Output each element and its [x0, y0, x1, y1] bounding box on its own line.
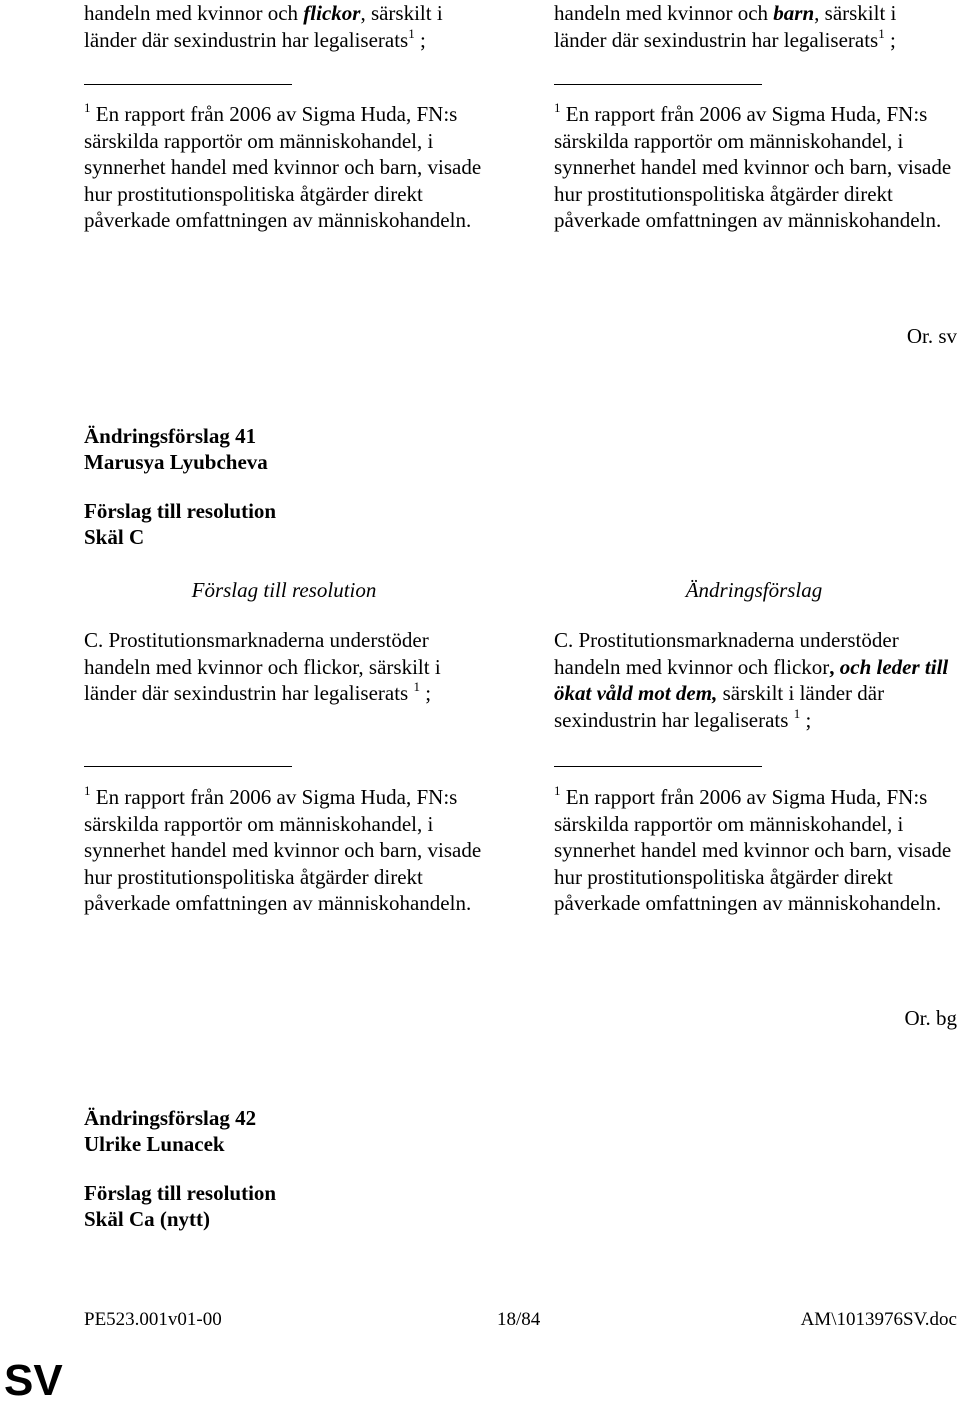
footnote-separator	[554, 84, 762, 85]
amended-footnote: $^1$ En rapport från 2006 av Sigma Huda, FN:s särskilda rapportör om människohandel, i synnerhet handel med kvinnor och barn, visade hur prostitutionspolitiska åtgärder direkt påverkade omfattningen av människohandeln.	[554, 783, 952, 915]
footer-page-number: 18/84	[497, 1309, 541, 1330]
column-header-original: Förslag till resolution	[191, 578, 377, 602]
top-right-text: handeln med kvinnor och barn, särskilt i länder där sexindustrin har legaliserats$^1$ ;	[554, 1, 897, 52]
section-label: Skäl C	[84, 525, 145, 549]
amendment-author: Ulrike Lunacek	[84, 1132, 225, 1156]
column-header-amendment: Ändringsförslag	[685, 578, 823, 602]
original-language: Or. bg	[904, 1006, 957, 1030]
amendment-author: Marusya Lyubcheva	[84, 450, 268, 474]
footnote-separator	[554, 766, 762, 767]
original-language: Or. sv	[906, 324, 957, 348]
top-left-text: handeln med kvinnor och flickor, särskilt i länder där sexindustrin har legaliserats$^1$ ;	[84, 1, 443, 52]
footer-file-name: AM\1013976SV.doc	[800, 1309, 957, 1330]
top-left-footnote: $^1$ En rapport från 2006 av Sigma Huda, FN:s särskilda rapportör om människohandel, i synnerhet handel med kvinnor och barn, visade hur prostitutionspolitiska åtgärder direkt påverkade omfattningen av människohandeln.	[84, 100, 482, 232]
footer-doc-ref: PE523.001v01-00	[84, 1309, 222, 1330]
section-label: Skäl Ca (nytt)	[84, 1207, 211, 1231]
amendment-title: Ändringsförslag 42	[84, 1106, 257, 1130]
footnote-separator	[84, 84, 292, 85]
amended-text: C. Prostitutionsmarknaderna understöder handeln med kvinnor och flickor, och leder till ökat våld mot dem, särskilt i länder där sexindustrin har legaliserats $^1$ ;	[554, 628, 949, 732]
original-text: C. Prostitutionsmarknaderna understöder handeln med kvinnor och flickor, särskilt i länder där sexindustrin har legaliserats $^1$ ;	[84, 628, 441, 705]
top-right-footnote: $^1$ En rapport från 2006 av Sigma Huda, FN:s särskilda rapportör om människohandel, i synnerhet handel med kvinnor och barn, visade hur prostitutionspolitiska åtgärder direkt påverkade omfattningen av människohandeln.	[554, 100, 952, 232]
footnote-separator	[84, 766, 292, 767]
amendment-title: Ändringsförslag 41	[84, 424, 257, 448]
proposal-label: Förslag till resolution	[84, 1181, 277, 1205]
original-footnote: $^1$ En rapport från 2006 av Sigma Huda, FN:s särskilda rapportör om människohandel, i synnerhet handel med kvinnor och barn, visade hur prostitutionspolitiska åtgärder direkt påverkade omfattningen av människohandeln.	[84, 783, 482, 915]
proposal-label: Förslag till resolution	[84, 499, 277, 523]
language-code: SV	[4, 1356, 63, 1405]
